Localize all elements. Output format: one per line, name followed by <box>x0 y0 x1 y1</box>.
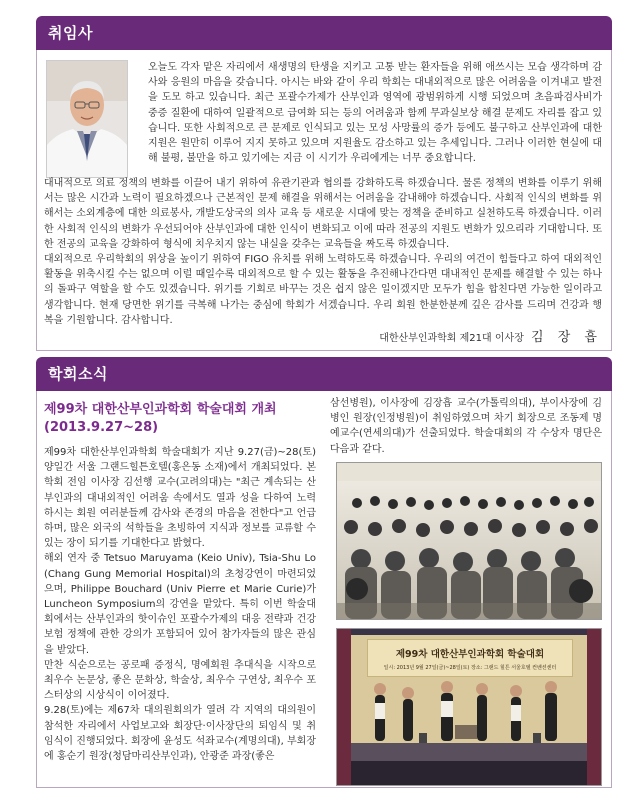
greeting-body-paragraph-1: 대내적으로 의료 정책의 변화를 이끌어 내기 위하여 유관기관과 협의를 강화하도록 하겠습니다. 물론 정책의 변화를 이루기 위해서는 많은 시간과 노력이 필요하겠으나 근본적인 문제 해결을 위해서는 어려움을 감내해야 하겠습니다. 사회적 인식의 변화를 위해서는 소외계층에 대한 의료봉사, 개발도상국의 의사 교육 등 새로운 시대에 맞는 정책을 준비하고 실천하도록 하겠습니다. 이러한 사회적 인식의 변화가 우선되어야 산부인과에 대한 인식이 변화되고 이에 따라 전공의 지원도 변화가 있으리라 기대합니다. 또한 전공의 교육을 강화하여 형식에 치우치지 않는 내실을 갖추는 교육들을 짜도록 하겠습니다. <box>44 178 602 250</box>
article-paragraph-1: 제99차 대한산부인과학회 학술대회가 지난 9.27(금)~28(토) 양일간 서울 그랜드힐튼호텔(홍은동 소재)에서 개최되었다. 본 학회 전임 이사장 김선행 교수(고려의대)는 "최근 계속되는 산부인과의 대내외적인 어려움 속에서도 열과 성을 다하여 노력하시는 회원 여러분들께 감사와 존경의 마음을 전한다"고 언급하며, 많은 외국의 석학들을 초빙하여 지식과 정보를 교류할 수 있는 장이 되기를 기대한다고 밝혔다. <box>44 447 316 550</box>
greeting-section-title: 취임사 <box>48 24 93 42</box>
greeting-body-paragraph-2: 대외적으로 우리학회의 위상을 높이기 위하여 FIGO 유치를 위해 노력하도록 하겠습니다. 우리의 여건이 힘들다고 하여 대외적인 활동을 위축시킬 수는 없으며 이럴 때일수록 대외적으로 할 수 있는 활동을 추진해나간다면 대내적인 문제를 해결할 수 있는 하나의 돌파구 역할을 할 수도 있겠습니다. 위기를 기회로 바꾸는 것은 쉽지 않은 일이겠지만 모두가 힘을 합친다면 가능한 일이라고 생각합니다. 현재 당면한 위기를 극복해 나가는 중심에 학회가 서겠습니다. 우리 회원 한분한분께 깊은 감사를 드리며 건강과 행복을 기원합니다. 감사합니다. <box>44 254 602 326</box>
article-paragraph-2: 해외 연자 중 Tetsuo Maruyama (Keio Univ), Tsia-Shu Lo (Chang Gung Memorial Hospital)의 초청강연이 마련되었으며, Philippe Bouchard (Univ Pierre et Marie Curie)가 Luncheon Symposium의 강연을 맡았다. 특히 이번 학술대회에서는 산부인과의 핫이슈인 포괄수가제의 대응 전략과 건강보험 정책에 관한 강의가 포함되어 있어 참가자들의 많은 관심을 받았다. <box>44 553 316 656</box>
event-banner-text: 제99차 대한산부인과학회 학술대회 <box>395 649 545 660</box>
event-banner <box>367 639 573 677</box>
news-section-title: 학회소식 <box>48 365 108 383</box>
article-paragraph-continued: 삼선병원), 이사장에 김장흡 교수(가톨릭의대), 부이사장에 김병인 원장(인정병원)이 취임하였으며 차기 회장으로 조동제 명예교수(연세의대)가 선출되었다. 학술대회의 각 수상자 명단은 다음과 같다. <box>330 398 602 455</box>
article-title-line2: (2013.9.27~28) <box>44 420 159 435</box>
news-section-header <box>36 357 612 391</box>
audience-photo <box>336 462 602 620</box>
article-title-line1: 제99차 대한산부인과학회 학술대회 개최 <box>44 402 277 417</box>
signature-name: 김 장 흡 <box>531 330 602 345</box>
chairman-portrait <box>46 60 128 178</box>
greeting-signature <box>379 326 602 345</box>
signature-organization: 대한산부인과학회 제21대 이사장 <box>379 333 524 344</box>
news-right-column <box>330 396 602 457</box>
news-left-column <box>44 401 316 764</box>
article-paragraph-3: 만찬 식순으로는 공로패 증정식, 명예회원 추대식을 시작으로 최우수 논문상, 좋은 문화상, 학술상, 최우수 구연상, 최우수 포스터상의 시상식이 이어졌다. <box>44 659 316 702</box>
article-title <box>44 401 316 437</box>
greeting-section-header <box>36 16 612 50</box>
greeting-lead-paragraph: 오늘도 각자 맡은 자리에서 새생명의 탄생을 지키고 고통 받는 환자들을 위해 애쓰시는 모습 생각하며 감사와 응원의 마음을 갖습니다. 아시는 바와 같이 우리 학회는 대내외적으로 많은 어려움을 이겨내고 발전을 도모 하고 있습니다. 최근 포괄수가제가 산부인과 영역에 광범위하게 시행 되었으며 초음파검사비가 중증 질환에 대하여 일괄적으로 급여화 되는 등의 어려움과 함께 무과실보상 해결 문제도 자리를 잡고 있습니다. 또한 사회적으로 큰 문제로 인식되고 있는 모성 사망률의 증가 등에도 불구하고 산부인과에 대한 지원은 원만히 이루어 지지 못하고 있으며 지원율도 감소하고 있는 추세입니다. 그러나 이러한 현실에 대해 불평, 불만을 하고 있기에는 지금 이 시기가 우리에게는 너무 중요합니다. <box>148 62 602 165</box>
stage-performance-photo <box>336 628 602 786</box>
event-banner-subtext: 일시: 2013년 9월 27일(금)~28일(토) 장소: 그랜드 힐튼 서울호텔 컨벤션센터 <box>383 665 557 671</box>
article-paragraph-4: 9.28(토)에는 제67차 대의원회의가 열려 각 지역의 대의원이 참석한 자리에서 사업보고와 회장단·이사장단의 퇴임식 및 취임식이 진행되었다. 회장에 윤성도 석좌교수(계명의대), 부회장에 홍순기 원장(청담마리산부인과), 안광준 과장(좋은 <box>44 705 316 763</box>
